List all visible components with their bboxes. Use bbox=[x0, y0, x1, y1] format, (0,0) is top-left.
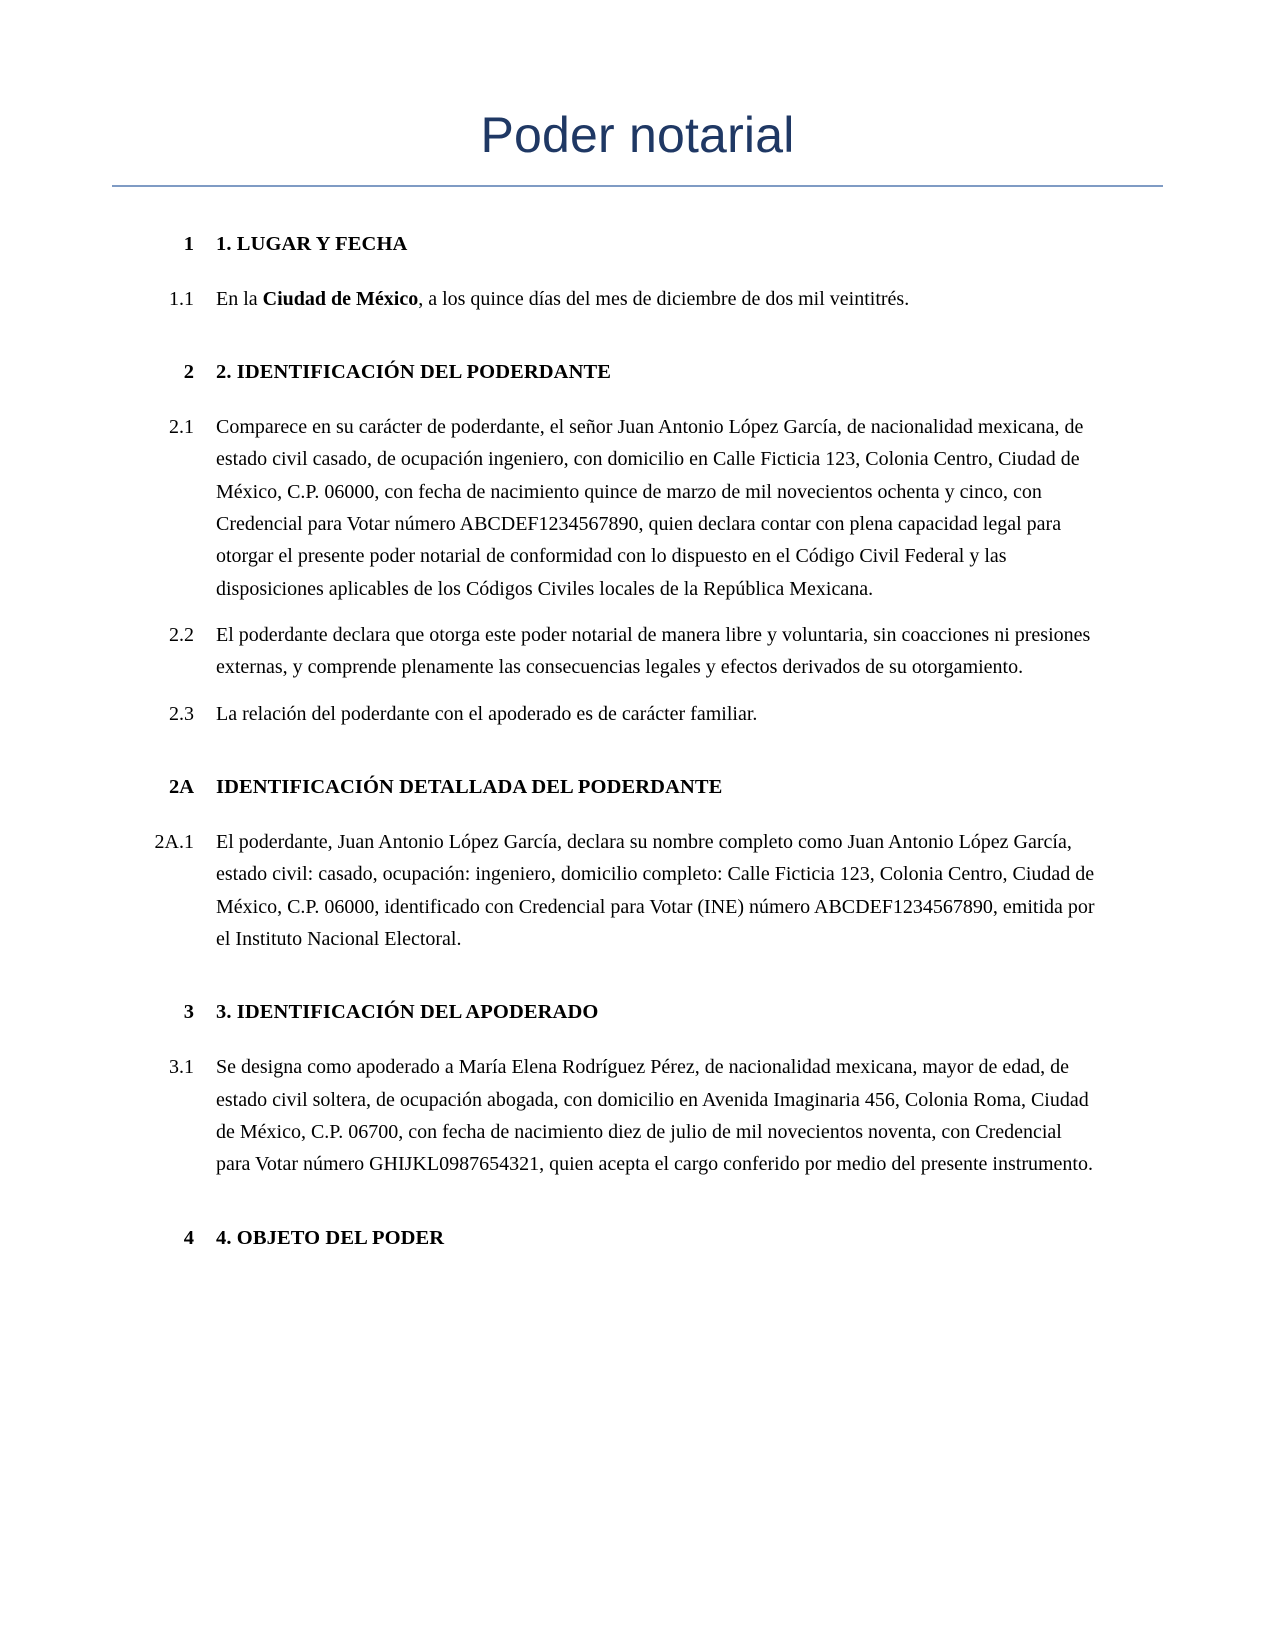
clause-text-run: Se designa como apoderado a María Elena Rodríguez Pérez, de nacionalidad mexicana, mayor de edad, de estado civil soltera, de ocupación abogada, con domicilio en Avenida Imaginaria 456, Colonia Roma, Ciudad de México, C.P. 06700, con fecha de nacimiento diez de julio de mil novecientos noventa, con Credencial para Votar número GHIJKL0987654321, quien acepta el cargo conferido por medio del presente instrumento. bbox=[216, 1056, 1093, 1176]
clause-number: 3.1 bbox=[169, 1056, 194, 1079]
clause-text bbox=[216, 698, 757, 730]
sections-container bbox=[120, 231, 1157, 1252]
title-divider bbox=[112, 185, 1163, 187]
clause-text-run: Comparece en su carácter de poderdante, el señor Juan Antonio López García, de nacionalidad mexicana, de estado civil casado, de ocupación ingeniero, con domicilio en Calle Ficticia 123, Colonia Centro, Ciudad de México, C.P. 06000, con fecha de nacimiento quince de marzo de mil novecientos ochenta y cinco, con Credencial para Votar número ABCDEF1234567890, quien declara contar con plena capacidad legal para otorgar el presente poder notarial de conformidad con lo dispuesto en el Código Civil Federal y las disposiciones aplicables de los Códigos Civiles locales de la República Mexicana. bbox=[216, 415, 1084, 600]
clause-number: 2A.1 bbox=[154, 830, 194, 853]
clause-text-run: , a los quince días del mes de diciembre de dos mil veintitrés. bbox=[418, 287, 910, 310]
clause bbox=[120, 1051, 1157, 1181]
clause-text bbox=[216, 411, 1096, 605]
section-heading-text: IDENTIFICACIÓN DETALLADA DEL PODERDANTE bbox=[216, 776, 723, 799]
section-number: 2 bbox=[183, 361, 194, 384]
clause-text-emphasis: Ciudad de México bbox=[262, 287, 419, 310]
clause-text bbox=[216, 283, 909, 315]
section-heading bbox=[120, 359, 1157, 387]
section-number: 3 bbox=[183, 1001, 194, 1024]
clause bbox=[120, 283, 1157, 315]
clause bbox=[120, 619, 1157, 684]
clause-text-run: La relación del poderdante con el apoderado es de carácter familiar. bbox=[216, 702, 758, 725]
section-heading-text: 4. OBJETO DEL PODER bbox=[216, 1226, 445, 1249]
clause-text bbox=[216, 1051, 1096, 1181]
page-title: Poder notarial bbox=[480, 107, 795, 163]
clause-number: 2.1 bbox=[169, 415, 194, 438]
clause bbox=[120, 826, 1157, 956]
clause bbox=[120, 698, 1157, 730]
clause-text bbox=[216, 826, 1096, 956]
clause-text-run: En la bbox=[216, 287, 263, 310]
clause-text bbox=[216, 619, 1096, 684]
clause bbox=[120, 411, 1157, 605]
section-heading bbox=[120, 999, 1157, 1027]
clause-text-run: El poderdante, Juan Antonio López García, declara su nombre completo como Juan Antonio López García, estado civil: casado, ocupación: ingeniero, domicilio completo: Calle Ficticia 123, Colonia Centro, Ciudad de México, C.P. 06000, identificado con Credencial para Votar (INE) número ABCDEF1234567890, emitida por el Instituto Nacional Electoral. bbox=[216, 830, 1095, 951]
clause-number: 2.2 bbox=[169, 624, 194, 647]
section-heading-text: 1. LUGAR Y FECHA bbox=[216, 233, 408, 255]
section-number: 1 bbox=[183, 233, 194, 255]
clause-number: 2.3 bbox=[169, 702, 194, 725]
section-heading bbox=[120, 1225, 1157, 1253]
section-heading-text: 3. IDENTIFICACIÓN DEL APODERADO bbox=[216, 1001, 599, 1024]
section-heading bbox=[120, 231, 1157, 259]
section-number: 4 bbox=[183, 1226, 194, 1249]
document-body bbox=[0, 231, 1275, 1252]
title-block bbox=[0, 0, 1275, 187]
clause-number: 1.1 bbox=[169, 287, 194, 310]
section-heading bbox=[120, 774, 1157, 802]
clause-text-run: El poderdante declara que otorga este poder notarial de manera libre y voluntaria, sin coacciones ni presiones externas, y comprende plenamente las consecuencias legales y efectos derivados de su otorgamiento. bbox=[216, 624, 1091, 679]
section-heading-text: 2. IDENTIFICACIÓN DEL PODERDANTE bbox=[216, 361, 612, 384]
section-number: 2A bbox=[168, 776, 194, 799]
